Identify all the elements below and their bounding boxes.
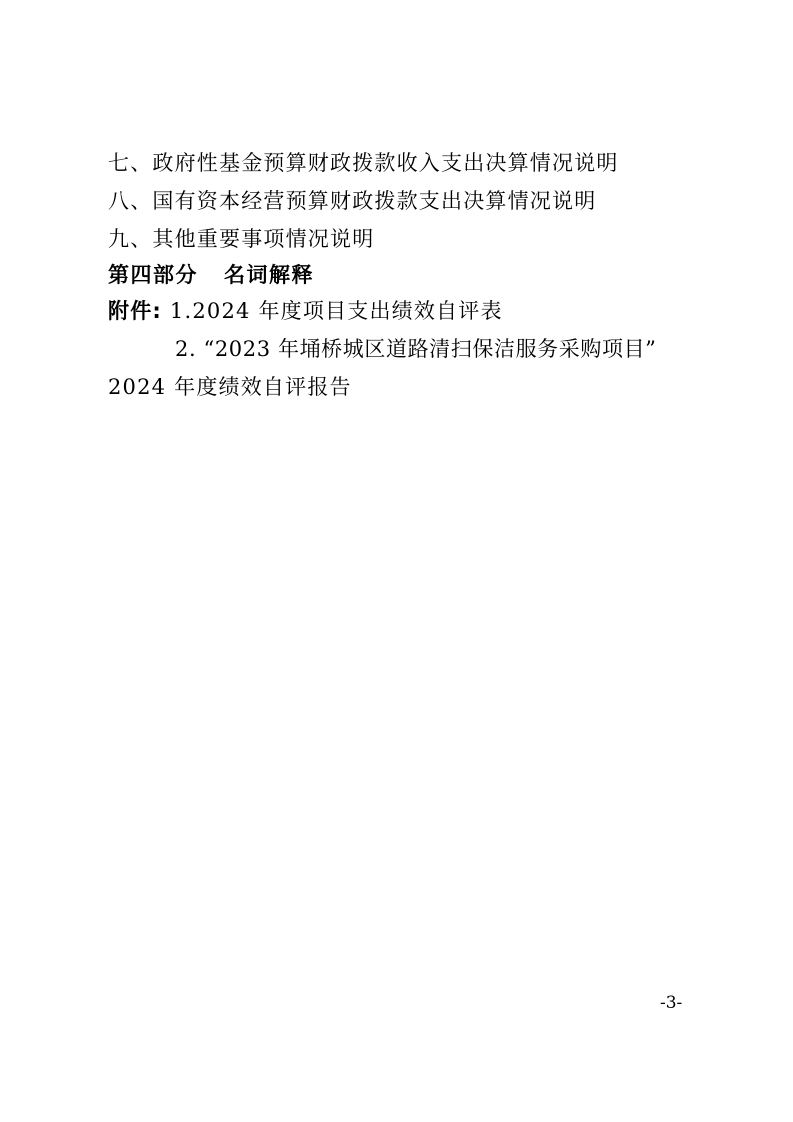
toc-item-9: 九、其他重要事项情况说明 — [108, 227, 375, 251]
page-number: -3- — [660, 993, 683, 1013]
toc-item-8: 八、国有资本经营预算财政拨款支出决算情况说明 — [108, 189, 597, 213]
attachment-item-2-line-2: 2024 年度绩效自评报告 — [108, 375, 352, 399]
toc-item-7: 七、政府性基金预算财政拨款收入支出决算情况说明 — [108, 151, 619, 175]
attachment-item-2-line-1: 2. “2023 年埇桥城区道路清扫保洁服务采购项目” — [175, 337, 657, 361]
part-4-title: 名词解释 — [224, 263, 314, 287]
attachment-line-1 — [108, 296, 503, 326]
part-4-heading-line — [108, 260, 314, 290]
attachments-label: 附件: — [108, 299, 162, 323]
part-4-label: 第四部分 — [108, 263, 198, 287]
attachment-item-1: 1.2024 年度项目支出绩效自评表 — [169, 299, 503, 323]
